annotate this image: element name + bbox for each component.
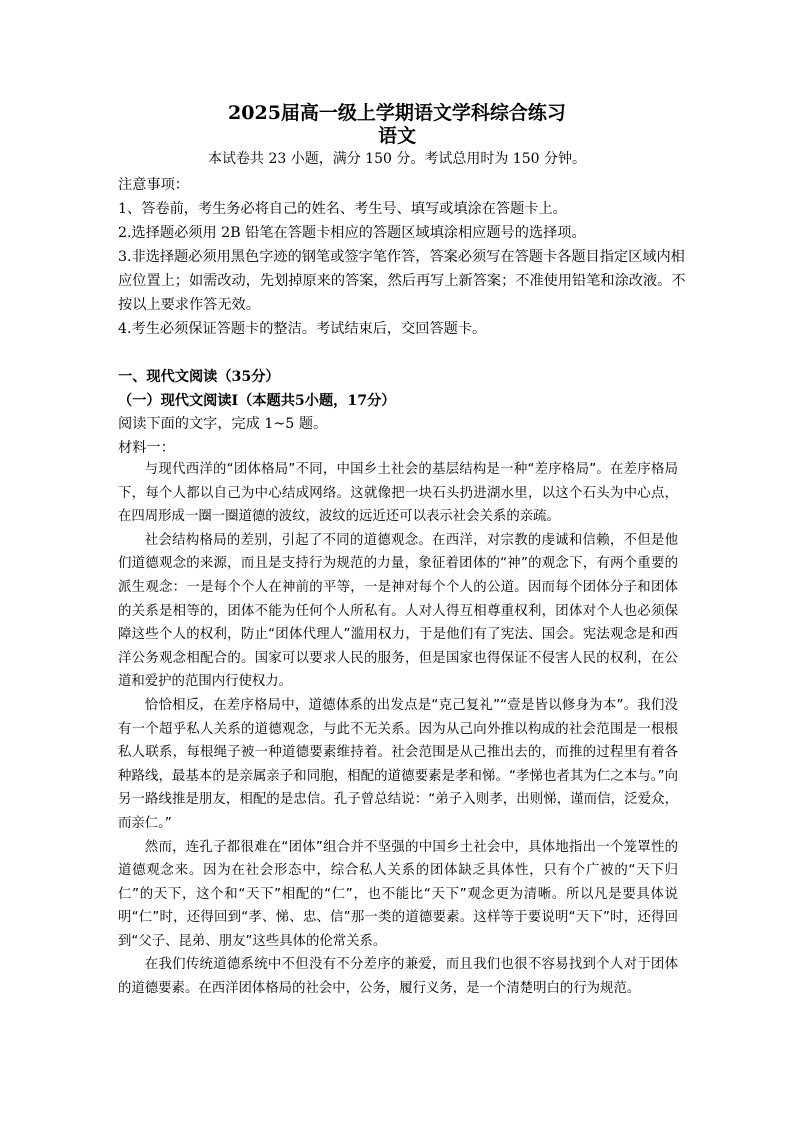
passage-paragraph: 与现代西洋的“团体格局”不同，中国乡土社会的基层结构是一种“差序格局”。在差序格局下，每个人都以自己为中心结成网络。这就像把一块石头扔进湖水里，以这个石头为中心点，在四周形成一圈一圈道德的波纹，波纹的远近还可以表示社会关系的亲疏。 xyxy=(118,462,678,525)
passage-paragraph: 社会结构格局的差别，引起了不同的道德观念。在西洋，对宗教的虔诚和信赖，不但是他们道德观念的来源，而且是支持行为规范的力量，象征着团体的“神”的观念下，有两个重要的派生观念：一是每个个人在神前的平等，一是神对每个个人的公道。因而每个团体分子和团体的关系是相等的，团体不能为任何个人所私有。人对人得互相尊重权利，团体对个人也必须保障这些个人的权利，防止“团体代理人”滥用权力，于是他们有了宪法、国会。宪法观念是和西洋公务观念相配合的。国家可以要求人民的服务，但是国家也得保证不侵害人民的权利，在公道和爱护的范围内行使权力。 xyxy=(118,532,678,690)
notice-item: 4.考生必须保证答题卡的整洁。考试结束后，交回答题卡。 xyxy=(118,321,487,337)
notice-item: 应位置上；如需改动，先划掉原来的答案，然后再写上新答案；不准使用铅笔和涂改液。不 xyxy=(118,273,686,289)
section-subheading: （一）现代文阅读Ⅰ（本题共5小题，17分） xyxy=(118,393,396,409)
notice-item: 按以上要求作答无效。 xyxy=(118,297,260,313)
passage-paragraph: 恰恰相反，在差序格局中，道德体系的出发点是“克己复礼”“壹是皆以修身为本”。我们没有一个超乎私人关系的道德观念，与此不无关系。因为从己向外推以构成的社会范围是一根根私人联系，每根绳子被一种道德要素维持着。社会范围是从己推出去的，而推的过程里有着各种路线，最基本的是亲属亲子和同胞，相配的道德要素是孝和悌。“孝悌也者其为仁之本与。”向另一路线推是朋友，相配的是忠信。孔子曾总结说：“弟子入则孝，出则悌，谨而信，泛爱众，而亲仁。” xyxy=(118,697,678,831)
passage-paragraph: 然而，连孔子都很难在“团体”组合并不坚强的中国乡土社会中，具体地指出一个笼罩性的道德观念来。因为在社会形态中，综合私人关系的团体缺乏具体性，只有个广被的“天下归仁”的天下，这个和“天下”相配的“仁”，也不能比“天下”观念更为清晰。所以凡是要具体说明“仁”时，还得回到“孝、悌、忠、信”那一类的道德要素。这样等于要说明“天下”时，还得回到“父子、昆弟、朋友”这些具体的伦常关系。 xyxy=(118,839,678,949)
reading-passage xyxy=(118,458,678,1001)
section-heading: 一、现代文阅读（35分） xyxy=(118,369,280,385)
exam-info: 本试卷共 23 小题，满分 150 分。考试总用时为 150 分钟。 xyxy=(208,151,586,167)
passage-paragraph: 在我们传统道德系统中不但没有不分差序的兼爱，而且我们也很不容易找到个人对于团体的道德要素。在西洋团体格局的社会中，公务，履行义务，是一个清楚明白的行为规范。 xyxy=(118,957,678,997)
notice-item: 2.选择题必须用 2B 铅笔在答题卡相应的答题区域填涂相应题号的选择项。 xyxy=(118,225,586,241)
exam-title: 2025届高一级上学期语文学科综合练习 xyxy=(228,102,566,124)
reading-instruction: 阅读下面的文字，完成 1~5 题。 xyxy=(118,416,328,432)
notice-heading: 注意事项： xyxy=(118,177,189,193)
material-label: 材料一： xyxy=(118,440,175,456)
subject-title: 语文 xyxy=(377,125,416,147)
notice-item: 1、答卷前，考生务必将自己的姓名、考生号、填写或填涂在答题卡上。 xyxy=(118,201,567,217)
notice-item: 3.非选择题必须用黑色字迹的钢笔或签字笔作答，答案必须写在答题卡各题目指定区域内相 xyxy=(118,249,685,265)
